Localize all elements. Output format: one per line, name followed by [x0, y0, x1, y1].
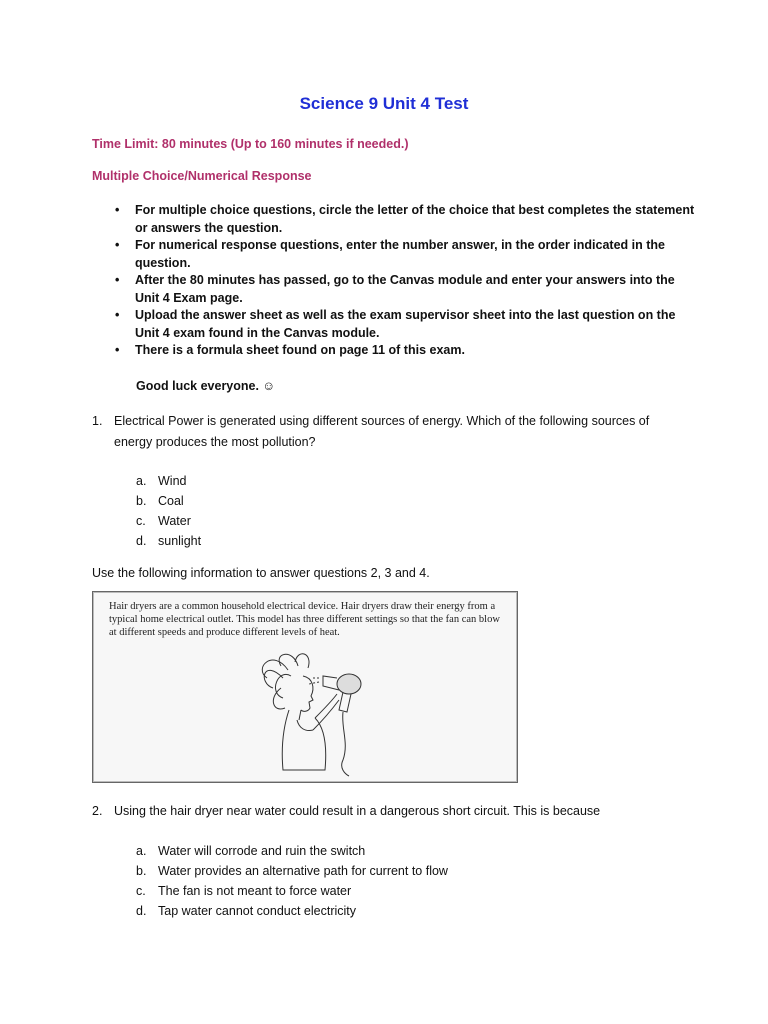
hair-dryer-illustration-icon	[253, 648, 383, 778]
question-text: Electrical Power is generated using different sources of energy. Which of the following sources of energy produces the most pollution?	[114, 414, 650, 449]
question-text: Using the hair dryer near water could result in a dangerous short circuit. This is because	[114, 804, 601, 818]
bullet-icon: •	[115, 238, 120, 252]
bullet-icon: •	[115, 203, 120, 217]
info-line: Use the following information to answer questions 2, 3 and 4.	[92, 566, 430, 580]
question-number: 1.	[92, 414, 103, 428]
instruction-item: • For multiple choice questions, circle the letter of the choice that best completes the statement or answers the question.	[115, 203, 695, 235]
document-page: Science 9 Unit 4 Test Time Limit: 80 minutes (Up to 160 minutes if needed.) Multiple Choice/Numerical Response • For multiple choice questions, circle the letter of the choice that best completes the statement or answers the question. • For numerical response questions, enter the number answer, in the order indicated in the question. • After the 80 minutes has passed, go to the Canvas module and enter your answers into the Unit 4 Exam page. • Upload the answer sheet as well as the exam supervisor sheet into the last question on the Unit 4 exam found in the Canvas module. • There is a formula sheet found on page 11 of this exam. Good luck everyone. ☺ 1. Electrical Power is generated using different sources of energy. Which of the following sources of energy produces the most pollution? a. Wind b. Coal c. Water d. sunlight Use the following information to answer questions 2, 3 and 4. Hair dryers are a common household electrical device. Hair dryers draw their energy from a typical home electrical outlet. This model has three different settings so that the fan can blow at different speeds and produce different levels of heat. 2. Using the hair dryer near water could result in a dangerous short circuit. This is because a. Water will corrode and ruin the switch b. Water provides an alternative path for current to flow c. The fan is not meant to force water d. Tap water cannot conduct electricity	[0, 0, 768, 1024]
instruction-item: • For numerical response questions, enter the number answer, in the order indicated in the question.	[115, 238, 665, 270]
section-heading: Multiple Choice/Numerical Response	[92, 169, 312, 183]
figure-caption: Hair dryers are a common household electrical device. Hair dryers draw their energy from a typical home electrical outlet. This model has three different settings so that the fan can blow at different speeds and produce different levels of heat.	[109, 601, 500, 638]
question-number: 2.	[92, 804, 103, 818]
time-limit: Time Limit: 80 minutes (Up to 160 minutes if needed.)	[92, 137, 409, 151]
good-luck-text: Good luck everyone. ☺	[136, 379, 276, 393]
hair-dryer-figure	[92, 591, 518, 783]
instruction-item: • Upload the answer sheet as well as the exam supervisor sheet into the last question on the Unit 4 exam found in the Canvas module.	[115, 308, 676, 340]
instruction-item: • There is a formula sheet found on page 11 of this exam.	[115, 342, 695, 360]
page-title: Science 9 Unit 4 Test	[299, 94, 469, 113]
instruction-item: • After the 80 minutes has passed, go to the Canvas module and enter your answers into the Unit 4 Exam page.	[115, 273, 675, 305]
bullet-icon: •	[115, 273, 120, 287]
instructions-list	[115, 202, 695, 360]
bullet-icon: •	[115, 343, 120, 357]
bullet-icon: •	[115, 308, 120, 322]
